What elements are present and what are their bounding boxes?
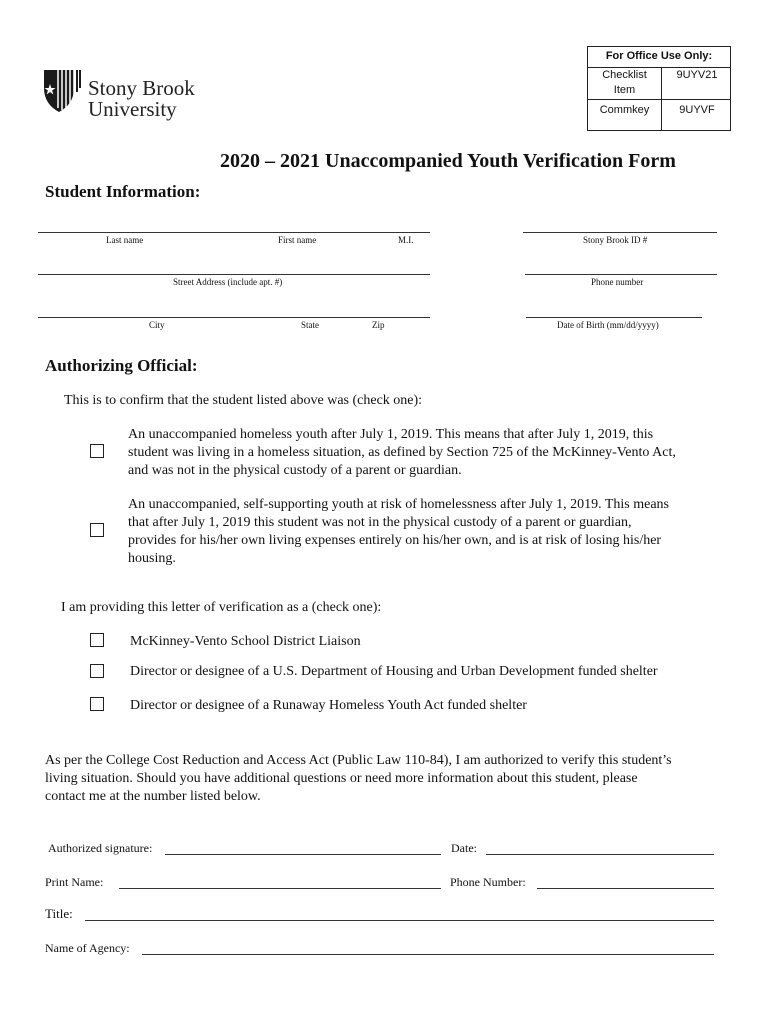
agency-line[interactable]: [142, 954, 714, 955]
providing-intro-text: I am providing this letter of verification as a (check one):: [61, 600, 382, 615]
phone-number-label: Phone number: [591, 277, 644, 287]
state-label: State: [301, 320, 319, 330]
authorization-statement: As per the College Cost Reduction and Access Act (Public Law 110-84), I am authorized to verify this student’s living situation. Should you have additional questions or need more information about this student, please contact me at the number listed below.: [45, 753, 672, 804]
name-line[interactable]: [38, 232, 430, 233]
liaison-option-text: McKinney-Vento School District Liaison: [130, 634, 361, 649]
rhya-shelter-option-text: Director or designee of a Runaway Homeless Youth Act funded shelter: [130, 698, 527, 713]
agency-label: Name of Agency:: [45, 941, 130, 955]
at-risk-youth-checkbox[interactable]: [90, 523, 104, 537]
authorizing-official-heading: Authorizing Official:: [45, 356, 198, 375]
confirm-intro-text: This is to confirm that the student listed above was (check one):: [64, 393, 423, 408]
checklist-item-label: Checklist Item: [602, 69, 647, 96]
stony-brook-id-line[interactable]: [523, 232, 717, 233]
stony-brook-id-label: Stony Brook ID #: [583, 235, 648, 245]
form-title: 2020 – 2021 Unaccompanied Youth Verification Form: [220, 150, 676, 172]
commkey-value: 9UYVF: [679, 104, 715, 116]
city-state-zip-line[interactable]: [38, 317, 430, 318]
city-label: City: [149, 320, 165, 330]
date-of-birth-label: Date of Birth (mm/dd/yyyy): [557, 320, 659, 330]
university-logo-text: Stony Brook University: [88, 76, 195, 121]
zip-label: Zip: [372, 320, 385, 330]
hud-shelter-checkbox[interactable]: [90, 664, 104, 678]
phone-number-sig-label: Phone Number:: [450, 875, 526, 889]
homeless-youth-checkbox[interactable]: [90, 444, 104, 458]
print-name-label: Print Name:: [45, 875, 104, 889]
university-logo-icon: [44, 68, 82, 114]
authorized-signature-label: Authorized signature:: [48, 841, 153, 855]
date-line[interactable]: [486, 854, 714, 855]
at-risk-youth-option-text: An unaccompanied, self-supporting youth at risk of homelessness after July 1, 2019. This means that after July 1, 2019 this student was not in the physical custody of a parent or guardian, provides for his/her own living expenses entirely on his/her own, and is at risk of losing his/her housing.: [128, 497, 669, 566]
phone-number-line[interactable]: [525, 274, 717, 275]
phone-number-sig-line[interactable]: [537, 888, 714, 889]
last-name-label: Last name: [106, 235, 144, 245]
print-name-line[interactable]: [119, 888, 441, 889]
rhya-shelter-checkbox[interactable]: [90, 697, 104, 711]
first-name-label: First name: [278, 235, 317, 245]
date-label: Date:: [451, 841, 477, 855]
street-address-line[interactable]: [38, 274, 430, 275]
student-info-heading: Student Information:: [45, 182, 201, 201]
office-box-row-divider: [588, 99, 730, 100]
authorized-signature-line[interactable]: [165, 854, 441, 855]
homeless-youth-option-text: An unaccompanied homeless youth after July 1, 2019. This means that after July 1, 2019, this student was living in a homeless situation, as defined by Section 725 of the McKinney-Vento Act, and was not in the physical custody of a parent or guardian.: [128, 427, 676, 478]
checklist-item-value: 9UYV21: [676, 69, 718, 81]
liaison-checkbox[interactable]: [90, 633, 104, 647]
title-label: Title:: [45, 906, 73, 921]
date-of-birth-line[interactable]: [526, 317, 702, 318]
commkey-label: Commkey: [599, 104, 650, 116]
hud-shelter-option-text: Director or designee of a U.S. Department of Housing and Urban Development funded shelter: [130, 664, 658, 679]
mi-label: M.I.: [398, 235, 414, 245]
title-line[interactable]: [85, 920, 714, 921]
office-use-header: For Office Use Only:: [588, 47, 730, 68]
office-use-box: [587, 46, 731, 131]
street-address-label: Street Address (include apt. #): [173, 277, 283, 287]
